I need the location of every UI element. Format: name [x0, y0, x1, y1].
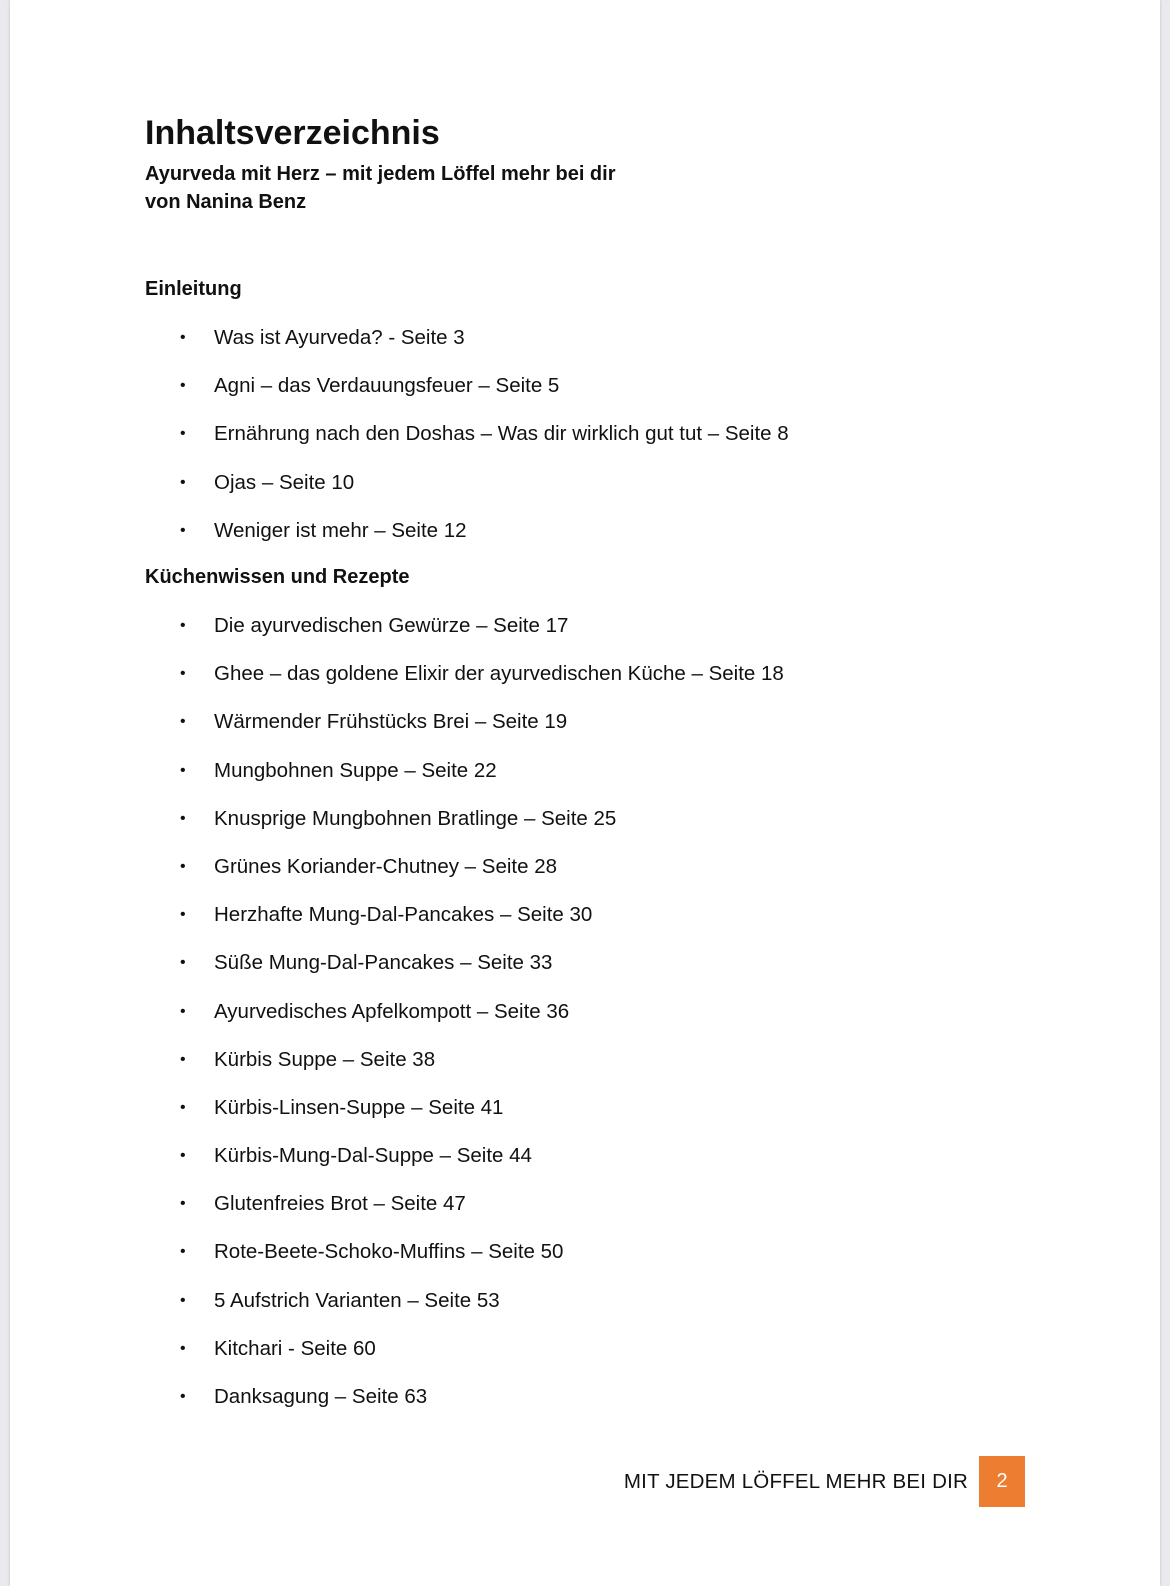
toc-entry-label: Ojas – Seite 10 — [214, 470, 355, 494]
section-heading-kuechenwissen: Küchenwissen und Rezepte — [145, 566, 410, 588]
toc-entry-label: Kitchari - Seite 60 — [214, 1336, 376, 1360]
toc-entry — [145, 855, 1045, 903]
toc-entry-label: Weniger ist mehr – Seite 12 — [214, 518, 467, 542]
toc-entry-label: Ghee – das goldene Elixir der ayurvedischen Küche – Seite 18 — [214, 662, 784, 686]
document-page — [10, 0, 1160, 1586]
bullet-icon: • — [180, 1243, 186, 1261]
bullet-icon: • — [180, 1050, 186, 1068]
toc-entry-label: Mungbohnen Suppe – Seite 22 — [214, 758, 497, 782]
toc-entry-label: Wärmender Frühstücks Brei – Seite 19 — [214, 710, 568, 734]
bullet-icon: • — [180, 761, 186, 779]
bullet-icon: • — [180, 665, 186, 683]
bullet-icon: • — [180, 473, 186, 491]
bullet-icon: • — [180, 906, 186, 924]
toc-entry-label: Rote-Beete-Schoko-Muffins – Seite 50 — [214, 1240, 564, 1264]
toc-entry — [145, 326, 1045, 374]
toc-entry — [145, 662, 1045, 710]
bullet-icon: • — [180, 1388, 186, 1405]
bullet-icon: • — [180, 377, 186, 395]
toc-entry-label: Glutenfreies Brot – Seite 47 — [214, 1192, 466, 1216]
page-footer — [624, 1456, 1025, 1507]
author-line: von Nanina Benz — [145, 191, 307, 213]
toc-entry — [145, 1000, 1045, 1048]
toc-list-einleitung — [145, 326, 1045, 567]
bullet-icon: • — [180, 1291, 186, 1309]
toc-entry — [145, 374, 1045, 422]
toc-entry — [145, 1048, 1045, 1096]
toc-entry-label: Ernährung nach den Doshas – Was dir wirklich gut tut – Seite 8 — [214, 422, 789, 446]
bullet-icon: • — [180, 713, 186, 731]
bullet-icon: • — [180, 1002, 186, 1020]
toc-entry-label: 5 Aufstrich Varianten – Seite 53 — [214, 1288, 500, 1312]
bullet-icon: • — [180, 857, 186, 875]
toc-entry-label: Kürbis-Mung-Dal-Suppe – Seite 44 — [214, 1144, 532, 1168]
toc-entry — [145, 471, 1045, 519]
toc-entry — [145, 1337, 1045, 1385]
section-heading-einleitung: Einleitung — [145, 278, 242, 300]
bullet-icon: • — [180, 809, 186, 827]
toc-entry — [145, 1289, 1045, 1337]
toc-entry-label: Danksagung – Seite 63 — [214, 1385, 428, 1408]
page-number-badge: 2 — [979, 1456, 1025, 1507]
bullet-icon: • — [180, 617, 186, 634]
toc-entry — [145, 710, 1045, 758]
bullet-icon: • — [180, 1339, 186, 1357]
toc-entry-label: Kürbis Suppe – Seite 38 — [214, 1047, 436, 1071]
toc-entry-label: Was ist Ayurveda? - Seite 3 — [214, 326, 465, 349]
toc-entry-label: Grünes Koriander-Chutney – Seite 28 — [214, 854, 558, 878]
toc-entry — [145, 1144, 1045, 1192]
page-title: Inhaltsverzeichnis — [145, 114, 440, 152]
toc-entry — [145, 759, 1045, 807]
footer-text: MIT JEDEM LÖFFEL MEHR BEI DIR — [623, 1469, 968, 1493]
bullet-icon: • — [180, 329, 186, 346]
toc-entry-label: Agni – das Verdauungsfeuer – Seite 5 — [214, 374, 560, 398]
toc-entry — [145, 422, 1045, 470]
book-subtitle: Ayurveda mit Herz – mit jedem Löffel mehr bei dir — [145, 163, 616, 185]
header-block — [145, 112, 1045, 216]
toc-entry — [145, 903, 1045, 951]
toc-entry-label: Kürbis-Linsen-Suppe – Seite 41 — [214, 1095, 504, 1119]
toc-entry — [145, 951, 1045, 999]
toc-entry-label: Süße Mung-Dal-Pancakes – Seite 33 — [214, 951, 553, 975]
toc-entry-label: Herzhafte Mung-Dal-Pancakes – Seite 30 — [214, 903, 593, 927]
bullet-icon: • — [180, 425, 186, 443]
toc-entry — [145, 1385, 1045, 1433]
toc-list-rezepte — [145, 614, 1045, 1433]
bullet-icon: • — [180, 1098, 186, 1116]
bullet-icon: • — [180, 954, 186, 972]
toc-entry — [145, 614, 1045, 662]
toc-entry-label: Knusprige Mungbohnen Bratlinge – Seite 25 — [214, 806, 617, 830]
toc-entry-label: Die ayurvedischen Gewürze – Seite 17 — [214, 614, 569, 637]
toc-entry — [145, 1240, 1045, 1288]
toc-entry — [145, 1096, 1045, 1144]
bullet-icon: • — [180, 1147, 186, 1165]
bullet-icon: • — [180, 521, 186, 539]
bullet-icon: • — [180, 1195, 186, 1213]
toc-entry — [145, 1192, 1045, 1240]
toc-entry — [145, 519, 1045, 567]
toc-entry-label: Ayurvedisches Apfelkompott – Seite 36 — [214, 999, 570, 1023]
toc-entry — [145, 807, 1045, 855]
